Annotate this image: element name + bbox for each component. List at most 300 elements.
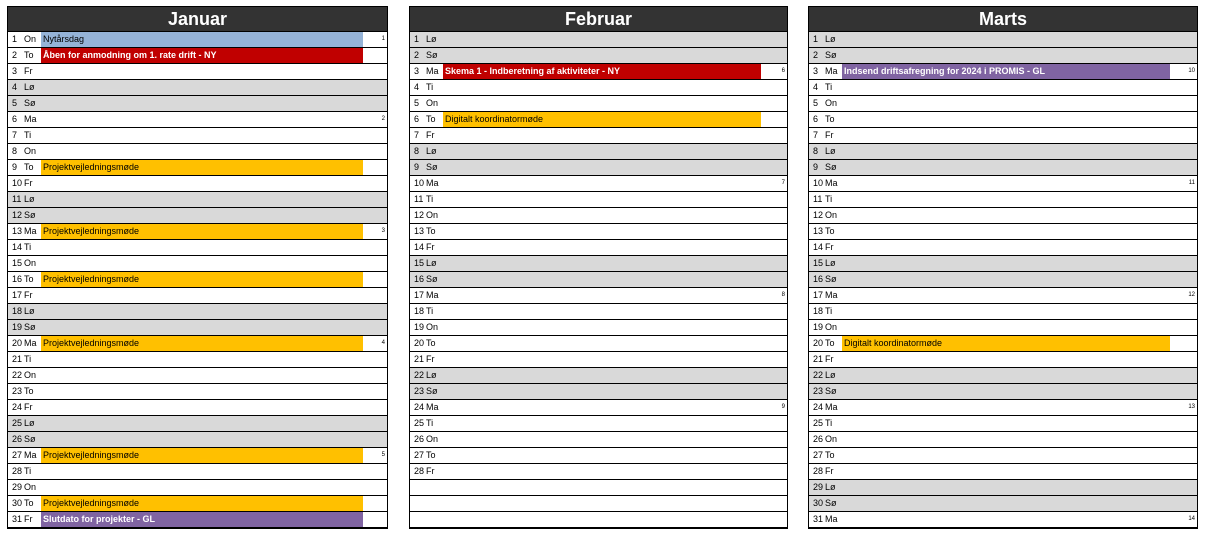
- calendar-event[interactable]: Åben for anmodning om 1. rate drift - NY: [41, 48, 363, 63]
- day-row: [410, 304, 787, 320]
- day-row: [410, 352, 787, 368]
- day-number: 9: [414, 162, 420, 172]
- weekday-label: Fr: [426, 242, 435, 252]
- day-row: [809, 272, 1197, 288]
- day-row: [8, 144, 387, 160]
- weekday-label: Lø: [426, 370, 437, 380]
- weekday-label: On: [426, 322, 439, 332]
- day-row: [410, 384, 787, 400]
- calendar-event[interactable]: Projektvejledningsmøde: [41, 224, 363, 239]
- day-row: [8, 288, 387, 304]
- day-number: 19: [12, 322, 23, 332]
- day-number: 8: [12, 146, 18, 156]
- day-number: 23: [12, 386, 23, 396]
- day-number: 25: [414, 418, 425, 428]
- day-number: 3: [813, 66, 819, 76]
- weekday-label: On: [24, 34, 37, 44]
- day-row: [8, 96, 387, 112]
- day-number: 31: [12, 514, 23, 524]
- calendar-event[interactable]: Projektvejledningsmøde: [41, 336, 363, 351]
- weekday-label: Ma: [426, 290, 439, 300]
- weekday-label: Ma: [825, 402, 838, 412]
- weekday-label: Sø: [24, 210, 36, 220]
- calendar-event[interactable]: Projektvejledningsmøde: [41, 272, 363, 287]
- weekday-label: Ma: [825, 178, 838, 188]
- weekday-label: Ti: [24, 130, 32, 140]
- weekday-label: Lø: [24, 418, 35, 428]
- day-number: 28: [414, 466, 425, 476]
- day-row: [8, 320, 387, 336]
- weekday-label: Ma: [426, 178, 439, 188]
- month-title: Marts: [809, 7, 1197, 32]
- day-number: 10: [12, 178, 23, 188]
- day-row: [410, 112, 787, 128]
- day-row: [809, 304, 1197, 320]
- day-row: [8, 256, 387, 272]
- day-number: 5: [12, 98, 18, 108]
- day-number: 7: [813, 130, 819, 140]
- weekday-label: To: [426, 450, 436, 460]
- day-number: 10: [414, 178, 425, 188]
- empty-row: [410, 496, 787, 512]
- weekday-label: On: [825, 434, 838, 444]
- day-number: 7: [12, 130, 18, 140]
- day-number: 14: [813, 242, 824, 252]
- day-number: 13: [12, 226, 23, 236]
- weekday-label: Ti: [426, 194, 434, 204]
- day-row: [410, 448, 787, 464]
- weekday-label: Lø: [24, 306, 35, 316]
- day-row: [8, 432, 387, 448]
- day-number: 1: [813, 34, 819, 44]
- day-row: [809, 512, 1197, 528]
- weekday-label: On: [24, 258, 37, 268]
- day-number: 23: [813, 386, 824, 396]
- day-number: 24: [12, 402, 23, 412]
- day-row: [8, 80, 387, 96]
- day-row: [410, 176, 787, 192]
- day-number: 6: [12, 114, 18, 124]
- weekday-label: Lø: [24, 82, 35, 92]
- day-row: [410, 160, 787, 176]
- day-number: 8: [414, 146, 420, 156]
- day-number: 12: [12, 210, 23, 220]
- weekday-label: To: [825, 338, 835, 348]
- day-number: 8: [813, 146, 819, 156]
- weekday-label: Sø: [825, 162, 837, 172]
- day-row: [410, 320, 787, 336]
- month-title: Januar: [8, 7, 387, 32]
- weekday-label: Sø: [426, 274, 438, 284]
- weekday-label: Lø: [24, 194, 35, 204]
- day-number: 24: [813, 402, 824, 412]
- day-number: 24: [414, 402, 425, 412]
- weekday-label: Lø: [825, 146, 836, 156]
- weekday-label: To: [24, 50, 34, 60]
- day-number: 4: [414, 82, 420, 92]
- day-number: 22: [813, 370, 824, 380]
- day-row: [8, 480, 387, 496]
- day-row: [809, 432, 1197, 448]
- day-number: 28: [12, 466, 23, 476]
- weekday-label: Fr: [24, 290, 33, 300]
- weekday-label: Lø: [426, 146, 437, 156]
- day-number: 1: [414, 34, 420, 44]
- weekday-label: Fr: [426, 466, 435, 476]
- calendar-event[interactable]: Slutdato for projekter - GL: [41, 512, 363, 527]
- day-list: [8, 32, 387, 528]
- day-number: 22: [414, 370, 425, 380]
- day-row: [410, 256, 787, 272]
- day-row: [809, 48, 1197, 64]
- day-row: [8, 416, 387, 432]
- day-row: [809, 352, 1197, 368]
- month-column-januar: [7, 6, 388, 529]
- day-row: [8, 352, 387, 368]
- weekday-label: Sø: [426, 386, 438, 396]
- day-row: [8, 336, 387, 352]
- month-column-marts: [808, 6, 1198, 529]
- weekday-label: Ma: [825, 290, 838, 300]
- day-number: 11: [414, 194, 424, 204]
- day-row: [410, 416, 787, 432]
- day-number: 19: [414, 322, 425, 332]
- day-row: [809, 176, 1197, 192]
- day-row: [8, 240, 387, 256]
- weekday-label: On: [825, 210, 838, 220]
- day-row: [8, 512, 387, 528]
- day-row: [809, 128, 1197, 144]
- calendar-event[interactable]: Indsend driftsafregning for 2024 i PROMIS - GL: [842, 64, 1170, 79]
- day-row: [8, 32, 387, 48]
- day-number: 16: [813, 274, 824, 284]
- weekday-label: Sø: [825, 386, 837, 396]
- day-row: [809, 336, 1197, 352]
- weekday-label: Sø: [825, 50, 837, 60]
- calendar-event[interactable]: Skema 1 - Indberetning af aktiviteter - NY: [443, 64, 761, 79]
- day-number: 10: [813, 178, 824, 188]
- day-row: [809, 416, 1197, 432]
- day-row: [410, 48, 787, 64]
- day-number: 29: [12, 482, 23, 492]
- week-number: 8: [781, 292, 785, 298]
- day-number: 2: [414, 50, 420, 60]
- weekday-label: Fr: [825, 130, 834, 140]
- day-number: 21: [813, 354, 824, 364]
- day-number: 14: [12, 242, 23, 252]
- day-number: 5: [414, 98, 420, 108]
- weekday-label: To: [825, 226, 835, 236]
- weekday-label: Fr: [825, 354, 834, 364]
- week-number: 4: [381, 340, 385, 346]
- empty-row: [410, 512, 787, 528]
- weekday-label: To: [825, 114, 835, 124]
- day-row: [809, 32, 1197, 48]
- week-number: 13: [1188, 404, 1195, 410]
- week-number: 5: [381, 452, 385, 458]
- day-row: [410, 128, 787, 144]
- day-row: [410, 32, 787, 48]
- day-row: [410, 336, 787, 352]
- weekday-label: Sø: [825, 274, 837, 284]
- weekday-label: Ma: [426, 66, 439, 76]
- weekday-label: Lø: [825, 482, 836, 492]
- weekday-label: Fr: [24, 66, 33, 76]
- weekday-label: Sø: [426, 50, 438, 60]
- day-number: 20: [12, 338, 23, 348]
- day-row: [809, 320, 1197, 336]
- day-row: [809, 480, 1197, 496]
- day-number: 18: [813, 306, 824, 316]
- weekday-label: Ma: [24, 114, 37, 124]
- day-number: 20: [813, 338, 824, 348]
- weekday-label: Lø: [426, 34, 437, 44]
- weekday-label: Lø: [426, 258, 437, 268]
- weekday-label: Fr: [24, 514, 33, 524]
- day-row: [8, 128, 387, 144]
- day-number: 21: [414, 354, 425, 364]
- day-row: [8, 464, 387, 480]
- weekday-label: To: [24, 162, 34, 172]
- day-number: 25: [813, 418, 824, 428]
- weekday-label: Ma: [24, 338, 37, 348]
- day-row: [809, 160, 1197, 176]
- weekday-label: Lø: [825, 370, 836, 380]
- calendar-event[interactable]: Projektvejledningsmøde: [41, 496, 363, 511]
- week-number: 11: [1188, 180, 1195, 186]
- day-number: 13: [813, 226, 824, 236]
- day-number: 1: [12, 34, 18, 44]
- weekday-label: Ti: [24, 354, 32, 364]
- day-row: [410, 272, 787, 288]
- day-number: 2: [813, 50, 819, 60]
- day-number: 26: [12, 434, 23, 444]
- day-list: [809, 32, 1197, 528]
- day-row: [410, 432, 787, 448]
- day-number: 9: [813, 162, 819, 172]
- day-row: [8, 304, 387, 320]
- calendar-event[interactable]: Projektvejledningsmøde: [41, 160, 363, 175]
- weekday-label: To: [426, 114, 436, 124]
- weekday-label: Fr: [24, 178, 33, 188]
- weekday-label: Fr: [24, 402, 33, 412]
- month-column-februar: [409, 6, 788, 529]
- day-number: 4: [12, 82, 18, 92]
- day-number: 25: [12, 418, 23, 428]
- day-number: 31: [813, 514, 824, 524]
- day-number: 16: [12, 274, 23, 284]
- weekday-label: To: [24, 274, 34, 284]
- day-number: 3: [12, 66, 18, 76]
- weekday-label: On: [426, 210, 439, 220]
- calendar-event[interactable]: Projektvejledningsmøde: [41, 448, 363, 463]
- day-number: 18: [12, 306, 23, 316]
- day-number: 11: [12, 194, 22, 204]
- day-number: 17: [12, 290, 23, 300]
- day-row: [410, 192, 787, 208]
- day-number: 19: [813, 322, 824, 332]
- day-number: 26: [813, 434, 824, 444]
- weekday-label: Lø: [825, 34, 836, 44]
- day-number: 12: [414, 210, 425, 220]
- day-row: [809, 464, 1197, 480]
- day-number: 12: [813, 210, 824, 220]
- week-number: 6: [781, 68, 785, 74]
- day-row: [410, 464, 787, 480]
- weekday-label: To: [24, 498, 34, 508]
- day-number: 14: [414, 242, 425, 252]
- weekday-label: On: [825, 98, 838, 108]
- day-number: 17: [813, 290, 824, 300]
- day-row: [809, 208, 1197, 224]
- day-row: [809, 256, 1197, 272]
- day-row: [809, 448, 1197, 464]
- day-number: 28: [813, 466, 824, 476]
- day-row: [809, 496, 1197, 512]
- weekday-label: Ma: [24, 226, 37, 236]
- day-row: [8, 400, 387, 416]
- week-number: 7: [781, 180, 785, 186]
- day-row: [410, 64, 787, 80]
- day-row: [8, 448, 387, 464]
- day-row: [809, 144, 1197, 160]
- weekday-label: Ti: [825, 418, 833, 428]
- weekday-label: To: [825, 450, 835, 460]
- day-number: 27: [12, 450, 23, 460]
- day-number: 15: [414, 258, 425, 268]
- day-row: [809, 192, 1197, 208]
- day-number: 29: [813, 482, 824, 492]
- day-row: [410, 368, 787, 384]
- day-number: 23: [414, 386, 425, 396]
- weekday-label: Fr: [426, 130, 435, 140]
- weekday-label: Sø: [24, 322, 36, 332]
- day-number: 7: [414, 130, 420, 140]
- weekday-label: Fr: [426, 354, 435, 364]
- weekday-label: Ma: [825, 514, 838, 524]
- day-number: 11: [813, 194, 823, 204]
- weekday-label: Sø: [24, 434, 36, 444]
- weekday-label: Sø: [24, 98, 36, 108]
- day-row: [809, 112, 1197, 128]
- weekday-label: Sø: [426, 162, 438, 172]
- day-number: 22: [12, 370, 23, 380]
- day-row: [8, 64, 387, 80]
- day-row: [809, 96, 1197, 112]
- day-row: [8, 224, 387, 240]
- day-row: [8, 192, 387, 208]
- day-row: [410, 144, 787, 160]
- calendar-event[interactable]: Digitalt koordinatormøde: [842, 336, 1170, 351]
- weekday-label: Ti: [825, 194, 833, 204]
- weekday-label: On: [825, 322, 838, 332]
- weekday-label: Ti: [825, 82, 833, 92]
- day-row: [809, 288, 1197, 304]
- day-row: [8, 176, 387, 192]
- day-number: 30: [12, 498, 23, 508]
- day-row: [8, 272, 387, 288]
- day-number: 15: [813, 258, 824, 268]
- day-number: 21: [12, 354, 23, 364]
- weekday-label: Ti: [825, 306, 833, 316]
- weekday-label: Ma: [825, 66, 838, 76]
- day-number: 20: [414, 338, 425, 348]
- day-row: [809, 80, 1197, 96]
- day-number: 6: [414, 114, 420, 124]
- day-row: [8, 48, 387, 64]
- weekday-label: On: [24, 482, 37, 492]
- week-number: 14: [1188, 516, 1195, 522]
- week-number: 12: [1188, 292, 1195, 298]
- empty-row: [410, 480, 787, 496]
- week-number: 3: [381, 228, 385, 234]
- day-row: [410, 96, 787, 112]
- day-number: 16: [414, 274, 425, 284]
- week-number: 9: [781, 404, 785, 410]
- day-row: [8, 384, 387, 400]
- day-number: 27: [414, 450, 425, 460]
- weekday-label: Ma: [24, 450, 37, 460]
- day-row: [410, 224, 787, 240]
- weekday-label: To: [426, 338, 436, 348]
- weekday-label: On: [426, 434, 439, 444]
- day-number: 3: [414, 66, 420, 76]
- weekday-label: Ti: [426, 82, 434, 92]
- day-row: [809, 400, 1197, 416]
- day-number: 18: [414, 306, 425, 316]
- weekday-label: To: [24, 386, 34, 396]
- day-number: 13: [414, 226, 425, 236]
- day-number: 9: [12, 162, 18, 172]
- week-number: 2: [381, 116, 385, 122]
- day-number: 15: [12, 258, 23, 268]
- weekday-label: To: [426, 226, 436, 236]
- day-number: 30: [813, 498, 824, 508]
- day-row: [410, 80, 787, 96]
- day-number: 4: [813, 82, 819, 92]
- day-number: 6: [813, 114, 819, 124]
- weekday-label: Ti: [24, 466, 32, 476]
- weekday-label: Sø: [825, 498, 837, 508]
- day-row: [410, 400, 787, 416]
- weekday-label: Ma: [426, 402, 439, 412]
- calendar-event[interactable]: Digitalt koordinatormøde: [443, 112, 761, 127]
- month-title: Februar: [410, 7, 787, 32]
- weekday-label: On: [426, 98, 439, 108]
- weekday-label: Lø: [825, 258, 836, 268]
- week-number: 10: [1188, 68, 1195, 74]
- week-number: 1: [381, 36, 385, 42]
- calendar-event[interactable]: Nytårsdag: [41, 32, 363, 47]
- weekday-label: Ti: [426, 306, 434, 316]
- day-row: [8, 496, 387, 512]
- day-row: [809, 64, 1197, 80]
- day-number: 26: [414, 434, 425, 444]
- day-row: [809, 224, 1197, 240]
- weekday-label: Fr: [825, 466, 834, 476]
- day-number: 5: [813, 98, 819, 108]
- day-row: [8, 160, 387, 176]
- day-row: [410, 288, 787, 304]
- day-number: 27: [813, 450, 824, 460]
- day-row: [8, 208, 387, 224]
- weekday-label: Ti: [24, 242, 32, 252]
- weekday-label: Fr: [825, 242, 834, 252]
- weekday-label: On: [24, 370, 37, 380]
- day-row: [8, 112, 387, 128]
- day-row: [809, 384, 1197, 400]
- weekday-label: On: [24, 146, 37, 156]
